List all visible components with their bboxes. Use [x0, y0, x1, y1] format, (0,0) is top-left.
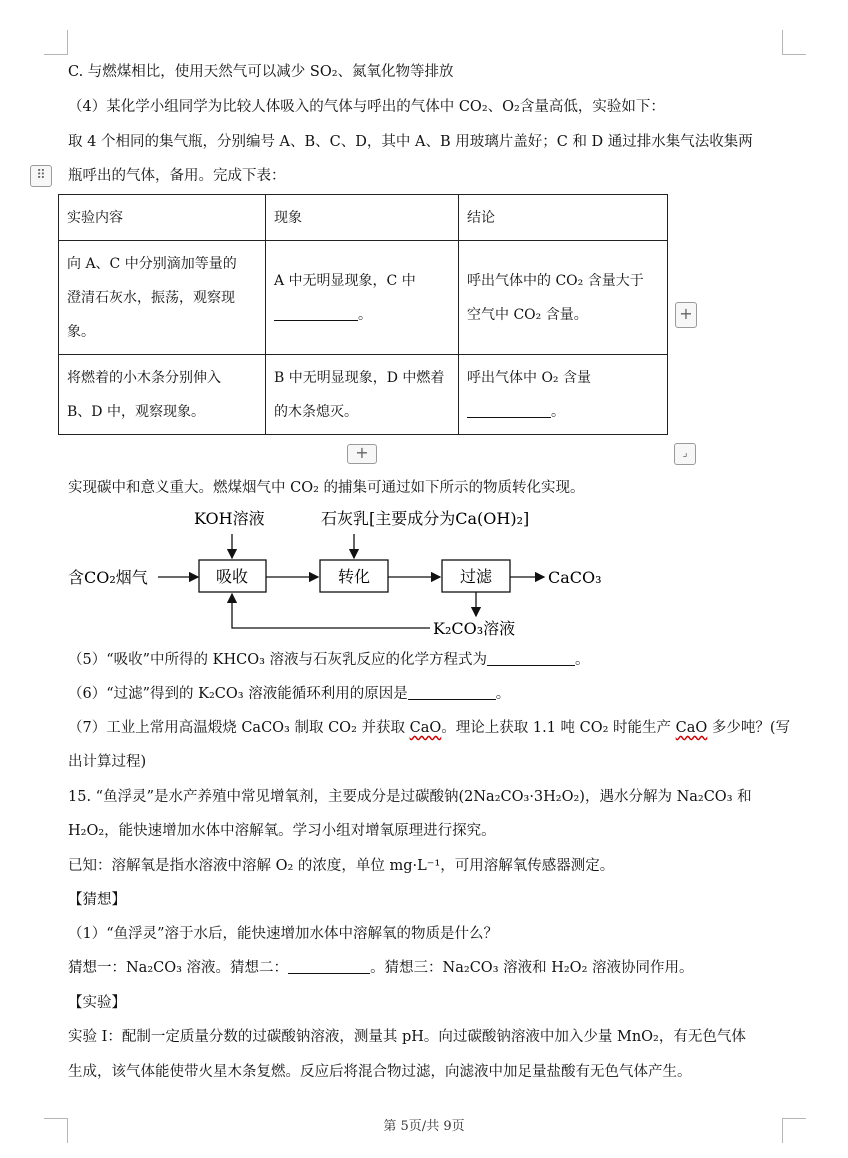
plus-icon: +	[679, 304, 693, 323]
answer-blank	[487, 651, 575, 666]
text-line: 实验 I：配制一定质量分数的过碳酸钠溶液，测量其 pH。向过碳酸钠溶液中加入少量 MnO₂，有无色气体	[68, 1029, 746, 1045]
cell-line: 的木条熄灭。	[274, 403, 358, 420]
text-line: 实现碳中和意义重大。燃煤烟气中 CO₂ 的捕集可通过如下所示的物质转化实现。	[68, 480, 585, 496]
table-cell	[59, 355, 266, 435]
process-flow-diagram	[60, 500, 620, 645]
lime-milk-label: 石灰乳[主要成分为Ca(OH)₂]	[321, 509, 530, 528]
answer-blank	[274, 306, 358, 321]
text-span: 。	[575, 652, 590, 668]
page-footer: 第 5页/共 9页	[383, 1119, 465, 1134]
text-line: C. 与燃煤相比，使用天然气可以减少 SO₂、氮氧化物等排放	[68, 64, 454, 80]
text-line	[68, 718, 790, 738]
text-line: 取 4 个相同的集气瓶，分别编号 A、B、C、D，其中 A、B 用玻璃片盖好；C 和 D 通过排水集气法收集两	[68, 134, 753, 150]
experiment-table	[58, 194, 668, 435]
cell-line	[467, 395, 659, 429]
answer-blank	[467, 403, 551, 418]
table-row	[59, 195, 668, 241]
text-span: 猜想一：Na₂CO₃ 溶液。猜想二：	[68, 960, 289, 976]
text-span: 。理论上获取 1.1 吨 CO₂ 时能生产	[441, 720, 676, 736]
table-cell	[266, 355, 459, 435]
table-resize-handle[interactable]	[674, 443, 696, 465]
text-line: 已知：溶解氧是指水溶液中溶解 O₂ 的浓度，单位 mg·L⁻¹，可用溶解氧传感器测定。	[68, 858, 615, 874]
text-line: 瓶呼出的气体，备用。完成下表：	[68, 168, 286, 184]
table-row	[59, 241, 668, 355]
caco3-product-label: CaCO₃	[548, 568, 602, 587]
text-line: （1）“鱼浮灵”溶于水后，能快速增加水体中溶解氧的物质是什么？	[68, 926, 499, 942]
section-heading: 【猜想】	[68, 892, 126, 908]
table-header-cell: 现象	[266, 195, 459, 241]
answer-blank	[288, 959, 370, 974]
koh-solution-label: KOH溶液	[194, 509, 265, 528]
crop-mark-top-right	[782, 54, 806, 55]
text-line	[68, 684, 510, 704]
table-row	[59, 355, 668, 435]
plus-icon: +	[355, 443, 369, 462]
cell-line: B、D 中，观察现象。	[67, 403, 205, 420]
text-line	[68, 650, 590, 670]
spellcheck-underline: CaO	[675, 720, 708, 736]
cell-line: 空气中 CO₂ 含量。	[467, 306, 588, 323]
add-column-button[interactable]	[675, 302, 697, 328]
table-cell	[59, 241, 266, 355]
resize-corner-icon: ⌟	[682, 446, 688, 459]
table-cell	[266, 241, 459, 355]
table-drag-handle[interactable]	[30, 165, 52, 187]
cell-line: 象。	[67, 323, 95, 340]
cell-line: 向 A、C 中分别滴加等量的	[67, 255, 237, 272]
table-header-cell: 结论	[459, 195, 668, 241]
recycle-arrow	[232, 594, 430, 628]
text-line: 生成，该气体能使带火星木条复燃。反应后将混合物过滤，向滤液中加足量盐酸有无色气体产生。	[68, 1064, 692, 1080]
table-cell	[459, 355, 668, 435]
text-line: 15. “鱼浮灵”是水产养殖中常见增氧剂，主要成分是过碳酸钠(2Na₂CO₃·3H₂O₂)，遇水分解为 Na₂CO₃ 和	[68, 789, 752, 805]
answer-blank	[408, 685, 496, 700]
absorb-label: 吸收	[215, 567, 249, 586]
cell-line: A 中无明显现象，C 中	[274, 272, 416, 289]
text-span: 。猜想三：Na₂CO₃ 溶液和 H₂O₂ 溶液协同作用。	[370, 960, 694, 976]
text-line: （4）某化学小组同学为比较人体吸入的气体与呼出的气体中 CO₂、O₂含量高低，实验如下：	[68, 99, 665, 115]
table-cell	[459, 241, 668, 355]
filter-label: 过滤	[459, 567, 493, 586]
flue-gas-label: 含CO₂烟气	[68, 568, 148, 587]
crop-mark-top-right	[782, 30, 783, 55]
crop-mark-top-left	[67, 30, 68, 55]
cell-line	[274, 298, 450, 332]
cell-line: B 中无明显现象，D 中燃着	[274, 369, 445, 386]
text-line	[68, 958, 694, 978]
text-span: （6）“过滤”得到的 K₂CO₃ 溶液能循环利用的原因是	[68, 686, 408, 702]
section-heading: 【实验】	[68, 995, 126, 1011]
grip-dots-icon: ⠿	[36, 168, 46, 183]
cell-line: 呼出气体中 O₂ 含量	[467, 369, 591, 386]
cell-line: 呼出气体中的 CO₂ 含量大于	[467, 272, 644, 289]
cell-text: 。	[358, 306, 372, 323]
cell-line: 将燃着的小木条分别伸入	[67, 369, 221, 386]
convert-label: 转化	[337, 567, 371, 586]
text-line: H₂O₂，能快速增加水体中溶解氧。学习小组对增氧原理进行探究。	[68, 823, 496, 839]
k2co3-recycle-label: K₂CO₃溶液	[433, 619, 516, 638]
text-span: （7）工业上常用高温煅烧 CaCO₃ 制取 CO₂ 并获取	[68, 720, 410, 736]
crop-mark-top-left	[44, 54, 68, 55]
spellcheck-underline: CaO	[409, 720, 442, 736]
text-line: 出计算过程)	[68, 754, 147, 770]
add-row-button[interactable]	[347, 444, 377, 464]
text-span: 。	[495, 686, 511, 702]
text-span: 多少吨？(写	[707, 720, 791, 736]
text-span: （5）“吸收”中所得的 KHCO₃ 溶液与石灰乳反应的化学方程式为	[68, 652, 488, 668]
table-header-cell: 实验内容	[59, 195, 266, 241]
cell-line: 澄清石灰水，振荡，观察现	[67, 289, 235, 306]
cell-text: 。	[551, 403, 565, 420]
